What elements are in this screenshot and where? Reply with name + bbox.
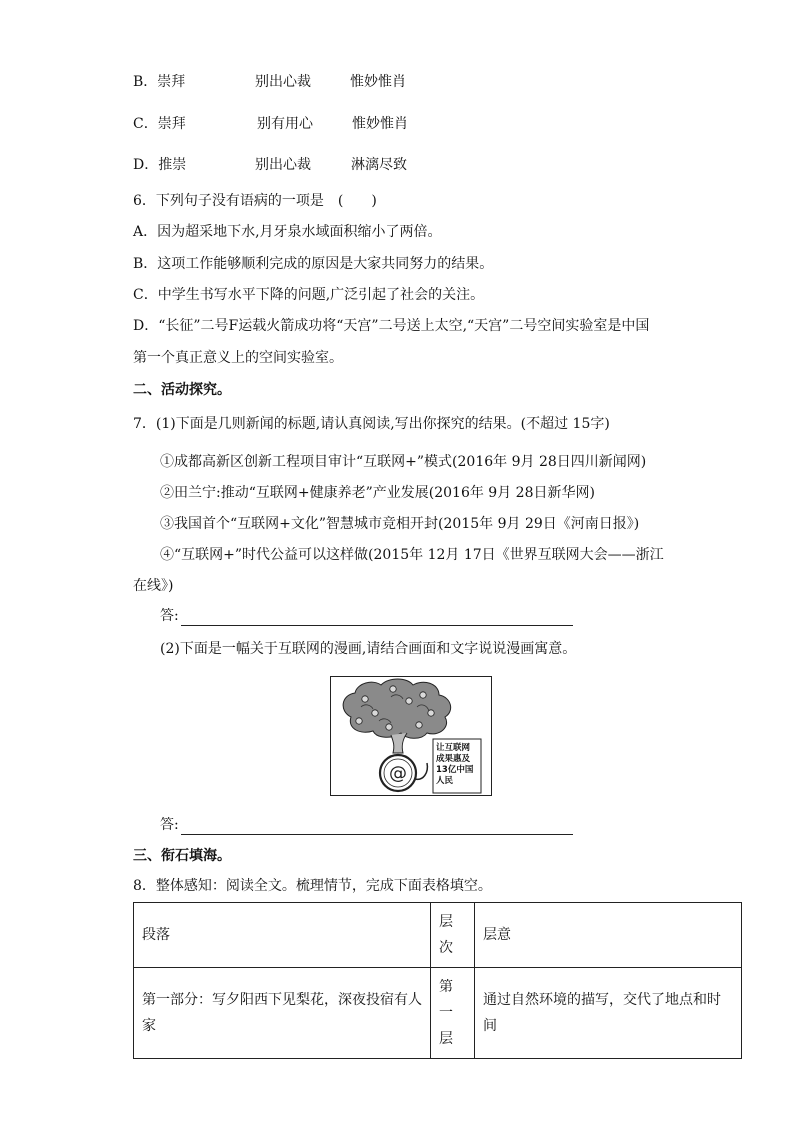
q7-part-2: (2)下面是一幅关于互联网的漫画,请结合画面和文字说说漫画寓意。 (160, 641, 577, 657)
q6-option-d: D．“长征”二号F运载火箭成功将“天宫”二号送上太空,“天宫”二号空间实验室是中国 (133, 318, 650, 334)
internet-cartoon (330, 676, 492, 796)
q6-option-b: B．这项工作能够顺利完成的原因是大家共同努力的结果。 (133, 256, 494, 272)
cell-meaning: 通过自然环境的描写，交代了地点和时间 (475, 968, 742, 1059)
q8-stem: 8．整体感知：阅读全文。梳理情节，完成下面表格填空。 (133, 878, 492, 894)
q5-option-b: B．崇拜 别出心裁 惟妙惟肖 (133, 74, 406, 90)
q7-item-3: ③我国首个“互联网+文化”智慧城市竞相开封(2015年 9月 29日《河南日报》) (160, 516, 640, 532)
q5-option-c: C．崇拜 别有用心 惟妙惟肖 (133, 116, 408, 132)
q6-option-d-cont: 第一个真正意义上的空间实验室。 (133, 350, 343, 366)
q7-stem: 7．(1)下面是几则新闻的标题,请认真阅读,写出你探究的结果。(不超过 15字) (133, 416, 610, 432)
answer-line-2[interactable] (181, 818, 573, 835)
plot-table (133, 902, 742, 1059)
section-3-heading: 三、衔石填海。 (133, 848, 231, 864)
q6-stem: 6．下列句子没有语病的一项是 ( ) (133, 193, 377, 209)
q7-answer-1: 答: (160, 606, 573, 626)
answer-line-1[interactable] (181, 609, 573, 626)
table-row (134, 968, 742, 1059)
header-meaning: 层意 (475, 903, 742, 968)
header-level: 层次 (431, 903, 475, 968)
q7-answer-2: 答: (160, 815, 573, 835)
table-header-row (134, 903, 742, 968)
section-2-heading: 二、活动探究。 (133, 382, 231, 398)
cell-level: 第一层 (431, 968, 475, 1059)
q7-item-4-cont: 在线》) (133, 578, 174, 594)
header-paragraph: 段落 (134, 903, 431, 968)
q7-item-2: ②田兰宁:推动“互联网+健康养老”产业发展(2016年 9月 28日新华网) (160, 485, 595, 501)
q7-item-4: ④“互联网+”时代公益可以这样做(2015年 12月 17日《世界互联网大会——浙江 (160, 547, 664, 563)
q5-option-d: D．推崇 别出心裁 淋漓尽致 (133, 157, 407, 173)
cell-paragraph: 第一部分：写夕阳西下见梨花，深夜投宿有人家 (134, 968, 431, 1059)
svg-text:@: @ (389, 763, 407, 784)
q6-option-a: A．因为超采地下水,月牙泉水域面积缩小了两倍。 (133, 224, 442, 240)
q6-option-c: C．中学生书写水平下降的问题,广泛引起了社会的关注。 (133, 287, 485, 303)
q7-item-1: ①成都高新区创新工程项目审计“互联网+”模式(2016年 9月 28日四川新闻网) (160, 454, 647, 470)
cartoon-sign-text: 让互联网 成果惠及 13亿中国 人民 (436, 743, 474, 786)
